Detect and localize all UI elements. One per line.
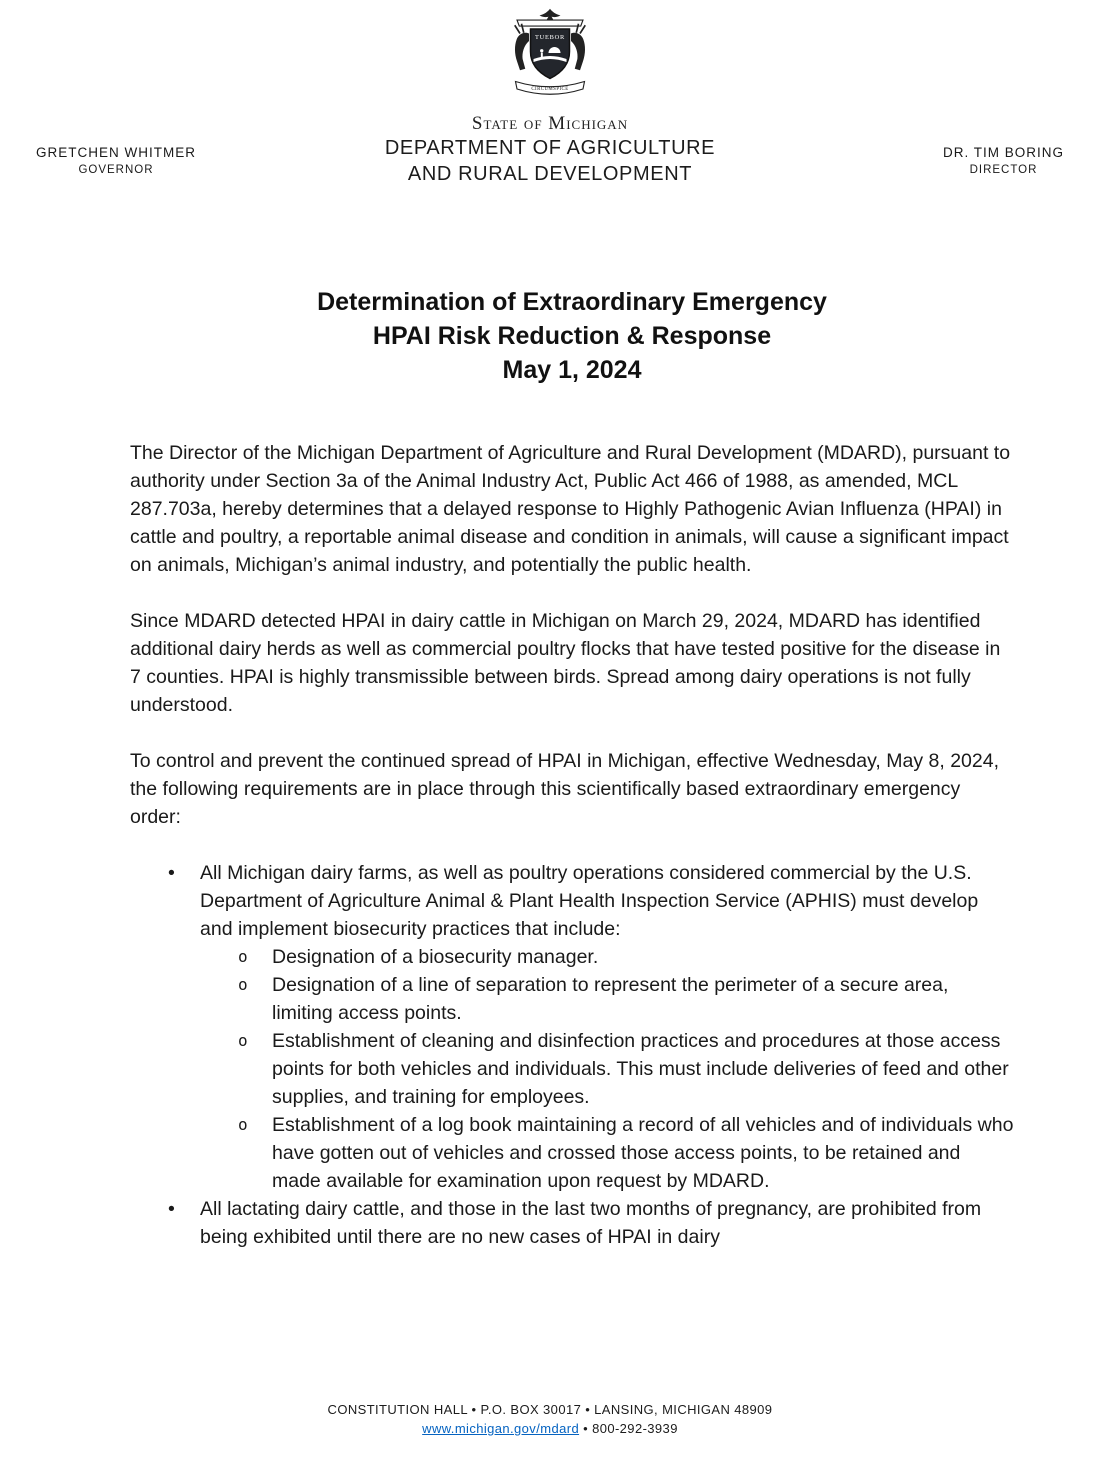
footer-phone: 800-292-3939 <box>592 1421 678 1436</box>
document-footer <box>0 1402 1100 1436</box>
circle-bullet-icon: o <box>238 947 248 966</box>
seal-motto-text: TUEBOR <box>535 33 565 41</box>
director-block <box>943 145 1064 176</box>
circle-bullet-icon: o <box>238 975 248 994</box>
governor-block <box>36 145 196 176</box>
seal-container <box>0 8 1100 107</box>
governor-name: GRETCHEN WHITMER <box>36 145 196 160</box>
michigan-state-seal-icon <box>505 8 595 107</box>
list-item-text: All Michigan dairy farms, as well as poultry operations considered commercial by the U.S. Department of Agriculture Animal & Plant Health Inspection Service (APHIS) must develop and implement biosecurity practices that include: <box>200 862 979 940</box>
bullet-icon: • <box>168 1198 175 1220</box>
sub-list-item <box>130 943 1014 971</box>
paragraph: To control and prevent the continued spread of HPAI in Michigan, effective Wednesday, May 8, 2024, the following requirements are in place through this scientifically based extraordinary emergency order: <box>130 750 999 828</box>
list-item <box>130 1195 1014 1251</box>
footer-contact-line <box>0 1421 1100 1436</box>
sub-list-item-text: Designation of a line of separation to represent the perimeter of a secure area, limiting access points. <box>272 974 949 1024</box>
department-name-line2: AND RURAL DEVELOPMENT <box>407 163 693 185</box>
sub-list-item <box>130 1027 1014 1111</box>
title-line-3: May 1, 2024 <box>502 356 642 384</box>
state-of-michigan-label: State of Michigan <box>471 113 629 134</box>
footer-separator: • <box>579 1421 593 1436</box>
list-item <box>130 859 1014 943</box>
director-title: DIRECTOR <box>969 164 1038 176</box>
list-item-text: All lactating dairy cattle, and those in the last two months of pregnancy, are prohibited from being exhibited until there are no new cases of HPAI in dairy <box>200 1198 982 1248</box>
footer-address: CONSTITUTION HALL • P.O. BOX 30017 • LANSING, MICHIGAN 48909 <box>327 1402 773 1417</box>
paragraphs <box>130 439 1014 831</box>
mdard-website-link[interactable]: www.michigan.gov/mdard <box>422 1421 580 1436</box>
document-body <box>0 285 1100 1251</box>
director-name: DR. TIM BORING <box>942 145 1064 160</box>
requirements-list <box>130 859 1014 1251</box>
title-line-1: Determination of Extraordinary Emergency <box>317 288 827 316</box>
bullet-icon: • <box>168 862 175 884</box>
governor-title: GOVERNOR <box>78 164 154 176</box>
sub-list-item <box>130 971 1014 1027</box>
sub-list-item-text: Designation of a biosecurity manager. <box>272 946 599 968</box>
seal-bottom-motto-text: CIRCUMSPICE <box>531 86 569 92</box>
paragraph: Since MDARD detected HPAI in dairy cattle in Michigan on March 29, 2024, MDARD has identified additional dairy herds as well as commercial poultry flocks that have tested positive for the disease in 7 counties. HPAI is highly transmissible between birds. Spread among dairy operations is not fully understood. <box>130 610 1001 716</box>
sub-list-item-text: Establishment of cleaning and disinfection practices and procedures at those access points for both vehicles and individuals. This must include deliveries of feed and other supplies, and training for employees. <box>272 1030 1009 1108</box>
title-line-2: HPAI Risk Reduction & Response <box>372 322 772 350</box>
department-name-line1: DEPARTMENT OF AGRICULTURE <box>384 137 716 159</box>
circle-bullet-icon: o <box>238 1031 248 1050</box>
document-title <box>130 285 1014 387</box>
sub-list-item <box>130 1111 1014 1195</box>
paragraph: The Director of the Michigan Department of Agriculture and Rural Development (MDARD), pursuant to authority under Section 3a of the Animal Industry Act, Public Act 466 of 1988, as amended, MCL 287.703a, hereby determines that a delayed response to Highly Pathogenic Avian Influenza (HPAI) in cattle and poultry, a reportable animal disease and condition in animals, will cause a significant impact on animals, Michigan’s animal industry, and potentially the public health. <box>130 442 1011 576</box>
letterhead-text-row <box>0 113 1100 203</box>
letterhead <box>0 0 1100 203</box>
circle-bullet-icon: o <box>238 1115 248 1134</box>
sub-list-item-text: Establishment of a log book maintaining a record of all vehicles and of individuals who have gotten out of vehicles and crossed those access points, to be retained and made available for examination upon request by MDARD. <box>272 1114 1014 1192</box>
